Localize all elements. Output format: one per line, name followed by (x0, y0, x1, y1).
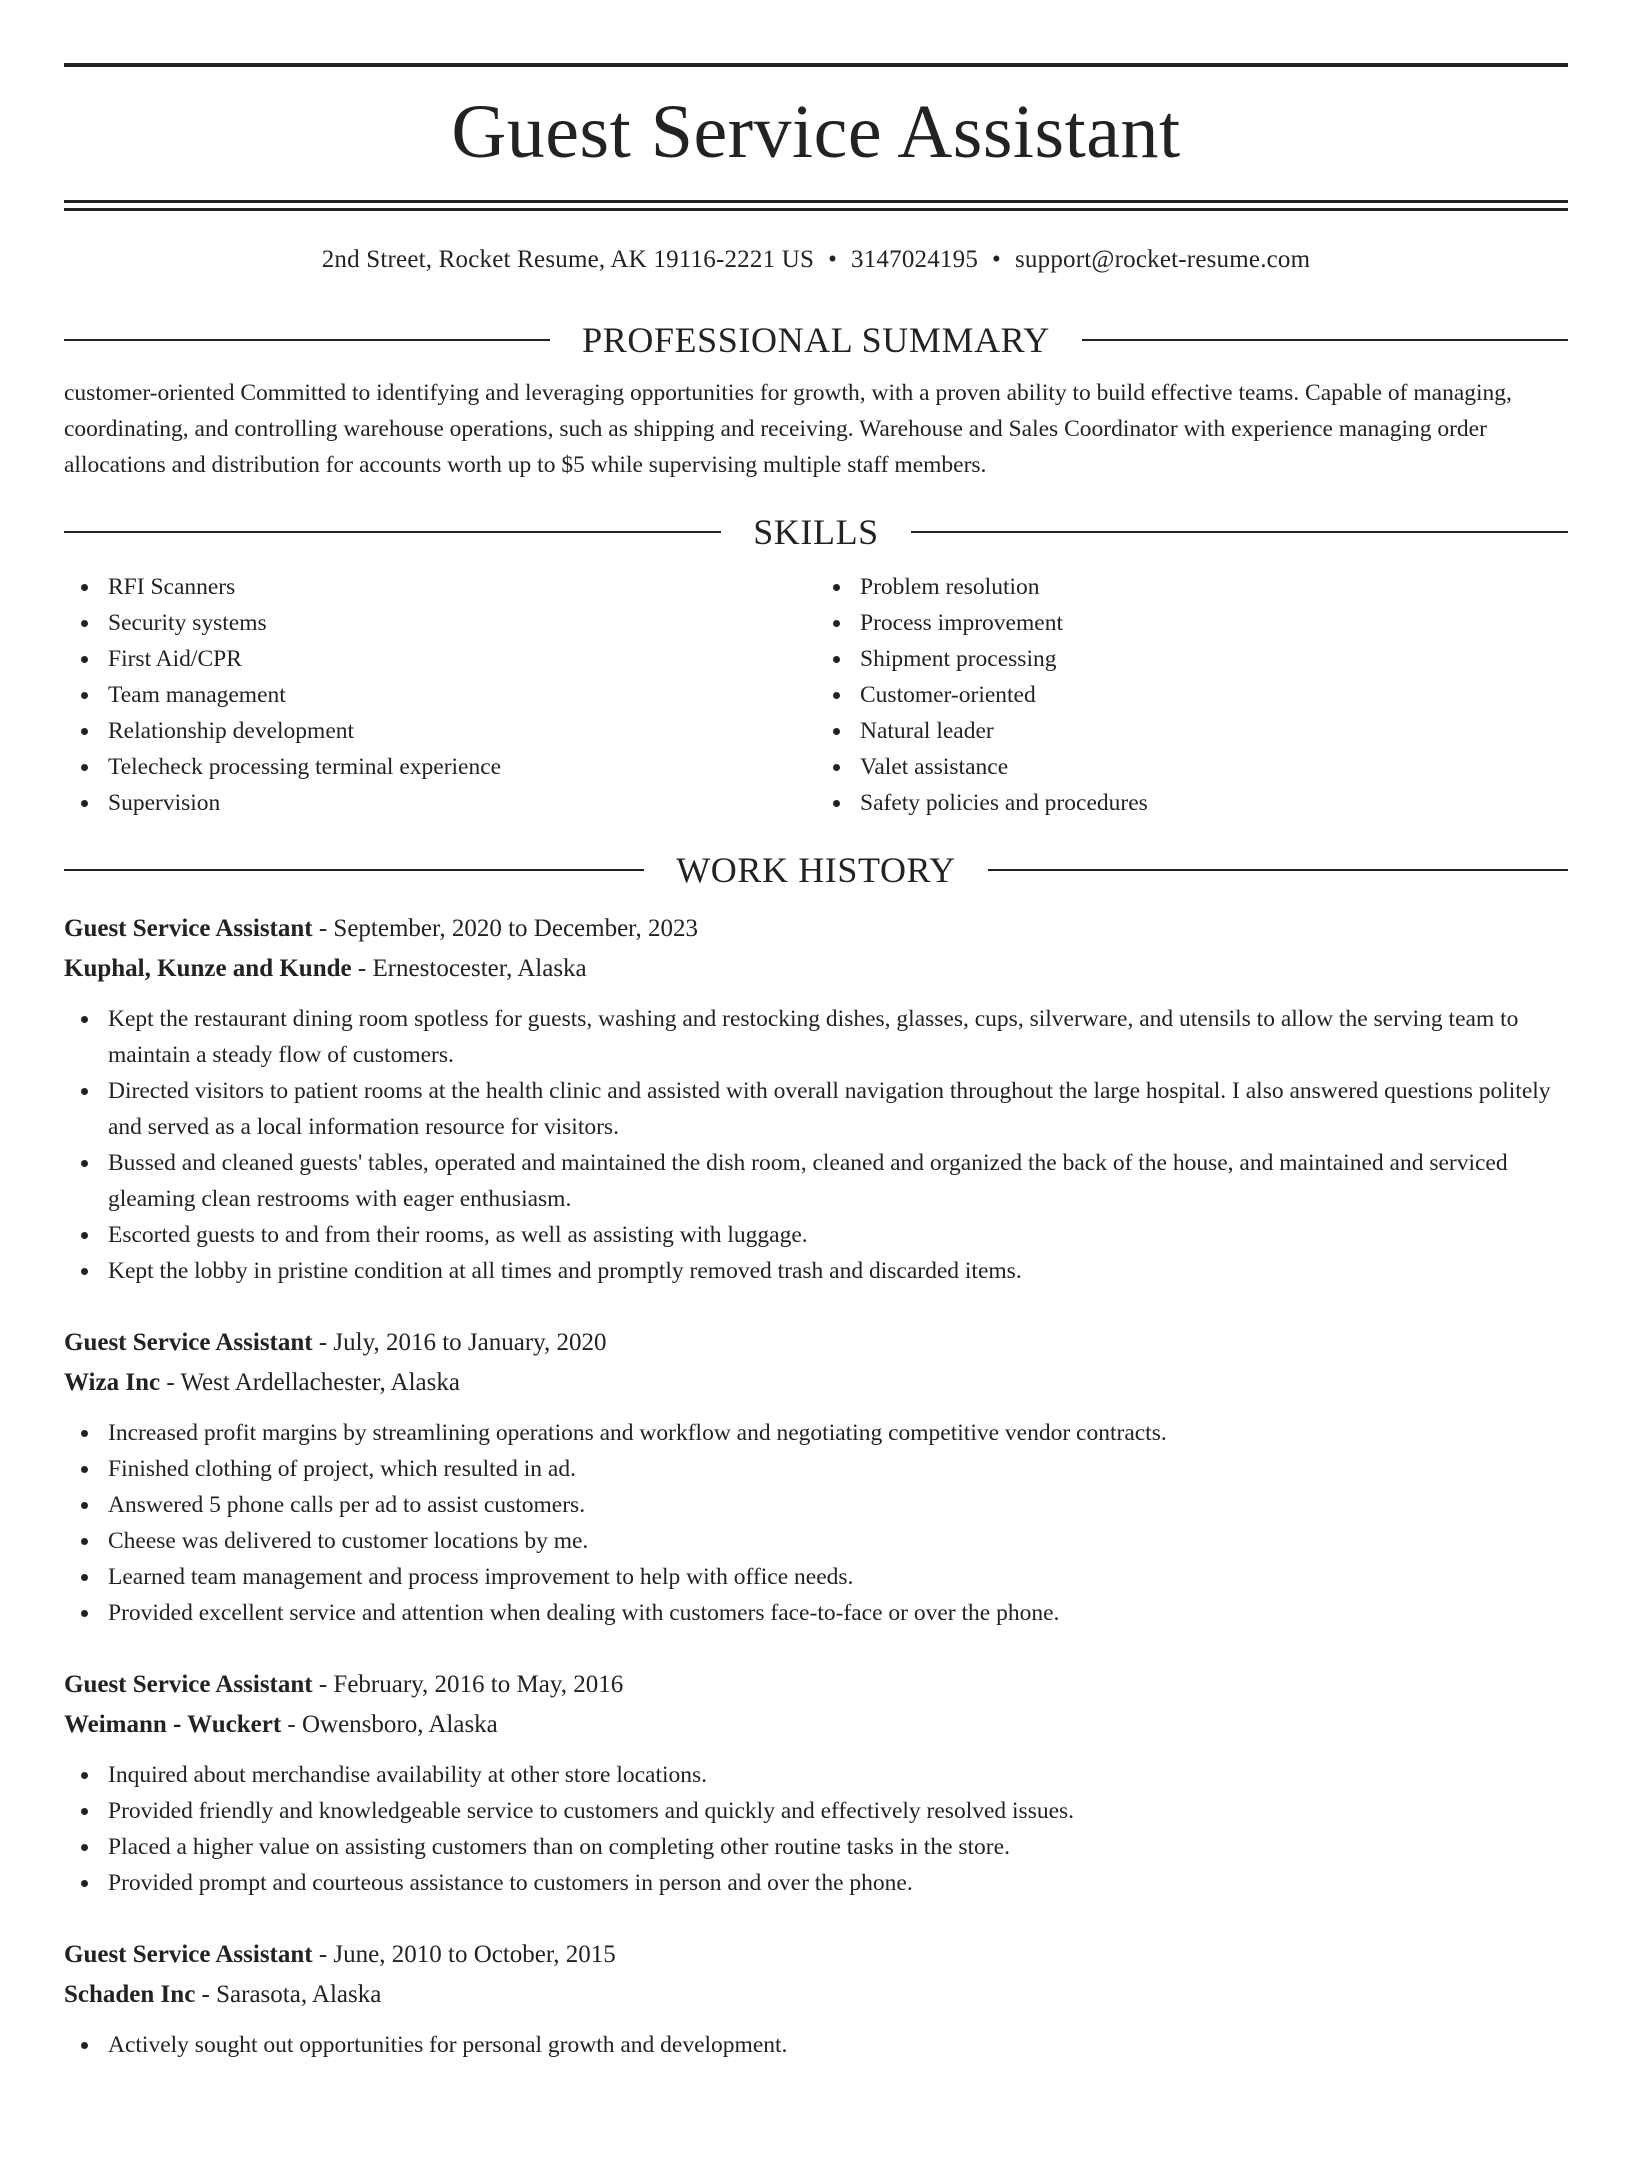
job-dates: - June, 2010 to October, 2015 (312, 1941, 616, 1968)
job-company-line (64, 1363, 1568, 1403)
job-bullet: Actively sought out opportunities for personal growth and development. (108, 2027, 1568, 2063)
skill-item: Valet assistance (860, 749, 1568, 785)
job-title-line (64, 1935, 1568, 1975)
skill-item: Security systems (108, 605, 816, 641)
job-company-line (64, 1705, 1568, 1745)
job-company-line (64, 1975, 1568, 2015)
job-bullet: Directed visitors to patient rooms at the health clinic and assisted with overall navigation throughout the large hospital. I also answered questions politely and served as a local information resource for visitors. (108, 1073, 1568, 1145)
job-dates: - February, 2016 to May, 2016 (312, 1671, 624, 1698)
skill-item: Supervision (108, 785, 816, 821)
job-title: Guest Service Assistant (64, 1941, 313, 1968)
section-heading-skills (64, 511, 1568, 553)
job-title-line (64, 1323, 1568, 1363)
section-heading-summary-label: PROFESSIONAL SUMMARY (582, 320, 1050, 360)
job-company: Wiza Inc (64, 1369, 161, 1396)
section-heading-work-history-label: WORK HISTORY (676, 850, 956, 890)
contact-address: 2nd Street, Rocket Resume, AK 19116-2221 US (321, 246, 815, 273)
job-bullet: Escorted guests to and from their rooms, as well as assisting with luggage. (108, 1217, 1568, 1253)
job-bullets (64, 1757, 1568, 1901)
skill-item: Relationship development (108, 713, 816, 749)
job-dates: - July, 2016 to January, 2020 (312, 1329, 607, 1356)
job-bullet: Increased profit margins by streamlining operations and workflow and negotiating competitive vendor contracts. (108, 1415, 1568, 1451)
job-bullet: Provided excellent service and attention when dealing with customers face-to-face or over the phone. (108, 1595, 1568, 1631)
job-entry (64, 1935, 1568, 2063)
job-location: - West Ardellachester, Alaska (160, 1369, 460, 1396)
job-bullet: Provided prompt and courteous assistance to customers in person and over the phone. (108, 1865, 1568, 1901)
skill-item: First Aid/CPR (108, 641, 816, 677)
job-entry (64, 1323, 1568, 1631)
job-bullet: Bussed and cleaned guests' tables, operated and maintained the dish room, cleaned and organized the back of the house, and maintained and serviced gleaming clean restrooms with eager enthusiasm. (108, 1145, 1568, 1217)
skill-item: Safety policies and procedures (860, 785, 1568, 821)
job-entry (64, 909, 1568, 1289)
section-heading-skills-label: SKILLS (753, 512, 879, 552)
skill-item: RFI Scanners (108, 569, 816, 605)
job-title: Guest Service Assistant (64, 1329, 313, 1356)
job-bullets (64, 1001, 1568, 1289)
job-location: - Ernestocester, Alaska (351, 955, 587, 982)
job-bullet: Kept the lobby in pristine condition at all times and promptly removed trash and discarded items. (108, 1253, 1568, 1289)
contact-separator: • (828, 246, 838, 273)
contact-email: support@rocket-resume.com (1014, 246, 1311, 273)
job-bullet: Answered 5 phone calls per ad to assist customers. (108, 1487, 1568, 1523)
job-bullets (64, 2027, 1568, 2063)
contact-separator: • (992, 246, 1001, 273)
skill-item: Natural leader (860, 713, 1568, 749)
job-bullet: Inquired about merchandise availability at other store locations. (108, 1757, 1568, 1793)
skills-column-left (64, 569, 816, 821)
job-bullet: Provided friendly and knowledgeable service to customers and quickly and effectively resolved issues. (108, 1793, 1568, 1829)
title-double-rule (64, 200, 1568, 211)
job-title: Guest Service Assistant (64, 915, 313, 942)
job-dates: - September, 2020 to December, 2023 (312, 915, 698, 942)
section-heading-summary (64, 319, 1568, 361)
skill-item: Team management (108, 677, 816, 713)
skill-item: Shipment processing (860, 641, 1568, 677)
job-title-line (64, 909, 1568, 949)
skill-item: Problem resolution (860, 569, 1568, 605)
skill-item: Telecheck processing terminal experience (108, 749, 816, 785)
job-bullet: Learned team management and process improvement to help with office needs. (108, 1559, 1568, 1595)
job-company: Weimann - Wuckert (64, 1711, 282, 1738)
job-company-line (64, 949, 1568, 989)
job-title: Guest Service Assistant (64, 1671, 313, 1698)
job-company: Kuphal, Kunze and Kunde (64, 955, 352, 982)
resume-page (0, 63, 1632, 2175)
job-bullet: Kept the restaurant dining room spotless for guests, washing and restocking dishes, glasses, cups, silverware, and utensils to allow the serving team to maintain a steady flow of customers. (108, 1001, 1568, 1073)
skills-column-right (816, 569, 1568, 821)
job-bullet: Placed a higher value on assisting customers than on completing other routine tasks in the store. (108, 1829, 1568, 1865)
skill-item: Customer-oriented (860, 677, 1568, 713)
job-bullets (64, 1415, 1568, 1631)
skills-list (64, 569, 1568, 821)
resume-title: Guest Service Assistant (451, 90, 1181, 174)
summary-text: customer-oriented Committed to identifying and leveraging opportunities for growth, with a proven ability to build effective teams. Capable of managing, coordinating, and controlling warehouse operations, such as shipping and receiving. Warehouse and Sales Coordinator with experience managing order allocations and distribution for accounts worth up to $5 while supervising multiple staff members. (64, 380, 1512, 478)
job-location: - Owensboro, Alaska (281, 1711, 498, 1738)
job-bullet: Finished clothing of project, which resulted in ad. (108, 1451, 1568, 1487)
job-title-line (64, 1665, 1568, 1705)
job-bullet: Cheese was delivered to customer locations by me. (108, 1523, 1568, 1559)
job-location: - Sarasota, Alaska (195, 1981, 382, 2008)
job-company: Schaden Inc (64, 1981, 196, 2008)
section-heading-work-history (64, 849, 1568, 891)
contact-phone: 3147024195 (851, 246, 979, 273)
job-entry (64, 1665, 1568, 1901)
skill-item: Process improvement (860, 605, 1568, 641)
contact-line (64, 245, 1568, 275)
